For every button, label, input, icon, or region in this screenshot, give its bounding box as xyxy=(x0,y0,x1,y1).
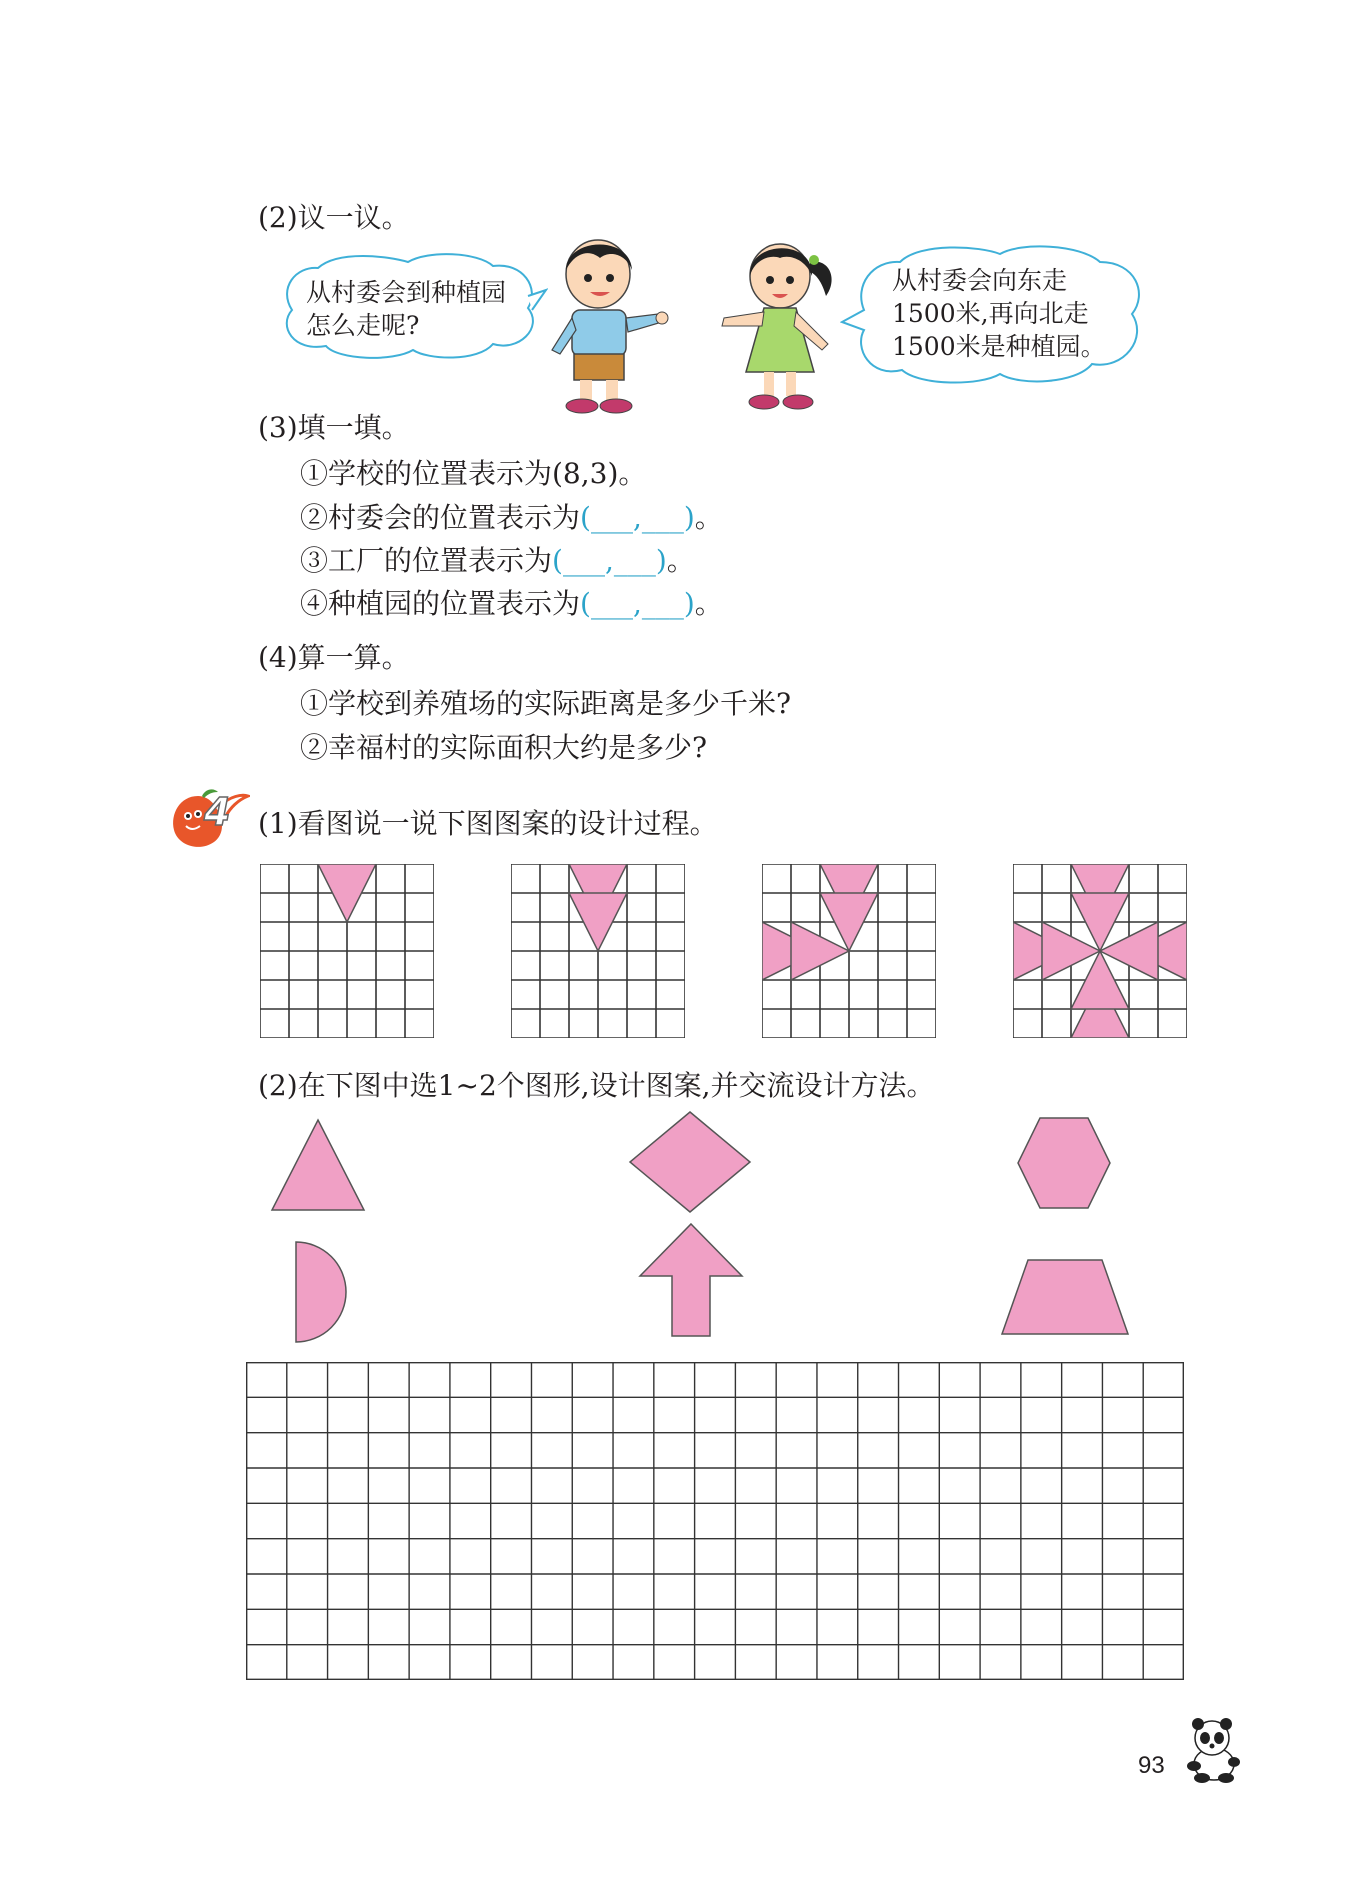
fill-item-2-blank[interactable]: (___,___) xyxy=(580,501,695,534)
hexagon-shape-option[interactable] xyxy=(1016,1116,1112,1210)
fill-item-2-text: ②村委会的位置表示为 xyxy=(300,501,581,534)
fill-item-4-blank[interactable]: (___,___) xyxy=(580,587,695,620)
rhombus-shape-option[interactable] xyxy=(628,1110,752,1214)
section-4-title: (4)算一算。 xyxy=(258,641,410,674)
fill-item-3-blank[interactable]: (___,___) xyxy=(552,544,667,577)
fill-item-4-period: 。 xyxy=(694,587,723,620)
page-number: 93 xyxy=(1138,1752,1165,1779)
fill-item-4 xyxy=(300,586,723,622)
fill-item-2 xyxy=(300,500,723,536)
section-3-title: (3)填一填。 xyxy=(258,411,410,444)
design-step-grid-1 xyxy=(260,864,434,1038)
boy-speech-line-2: 怎么走呢? xyxy=(306,311,420,340)
calc-item-2: ②幸福村的实际面积大约是多少? xyxy=(300,731,708,764)
design-step-grid-2 xyxy=(511,864,685,1038)
girl-speech-line-1: 从村委会向东走 xyxy=(892,266,1068,295)
fill-item-4-text: ④种植园的位置表示为 xyxy=(300,587,581,620)
problem-4-part-2: (2)在下图中选1~2个图形,设计图案,并交流设计方法。 xyxy=(258,1069,935,1102)
girl-speech-line-3: 1500米是种植园。 xyxy=(892,332,1106,361)
semicircle-shape-option[interactable] xyxy=(292,1240,350,1344)
drawing-grid[interactable] xyxy=(246,1362,1184,1680)
fill-item-3-text: ③工厂的位置表示为 xyxy=(300,544,553,577)
triangle-shape-option[interactable] xyxy=(268,1118,368,1212)
calc-item-1: ①学校到养殖场的实际距离是多少千米? xyxy=(300,687,792,720)
problem-4-part-1: (1)看图说一说下图图案的设计过程。 xyxy=(258,807,718,840)
panda-icon xyxy=(1180,1716,1244,1784)
fill-item-2-period: 。 xyxy=(694,501,723,534)
section-2-title: (2)议一议。 xyxy=(258,201,410,234)
boy-speech-line-1: 从村委会到种植园 xyxy=(306,278,507,307)
trapezoid-shape-option[interactable] xyxy=(1000,1258,1130,1336)
arrow-shape-option[interactable] xyxy=(638,1222,744,1338)
problem-4-number: 4 xyxy=(204,790,231,834)
girl-illustration xyxy=(710,236,850,416)
design-step-grid-3 xyxy=(762,864,936,1038)
design-step-grid-4 xyxy=(1013,864,1187,1038)
girl-speech-text xyxy=(892,264,1106,363)
fill-item-1: ①学校的位置表示为(8,3)。 xyxy=(300,457,647,490)
fill-item-3 xyxy=(300,543,695,579)
fill-item-3-period: 。 xyxy=(666,544,695,577)
boy-speech-text xyxy=(306,276,506,342)
girl-speech-line-2: 1500米,再向北走 xyxy=(892,299,1089,328)
boy-illustration xyxy=(530,232,670,417)
